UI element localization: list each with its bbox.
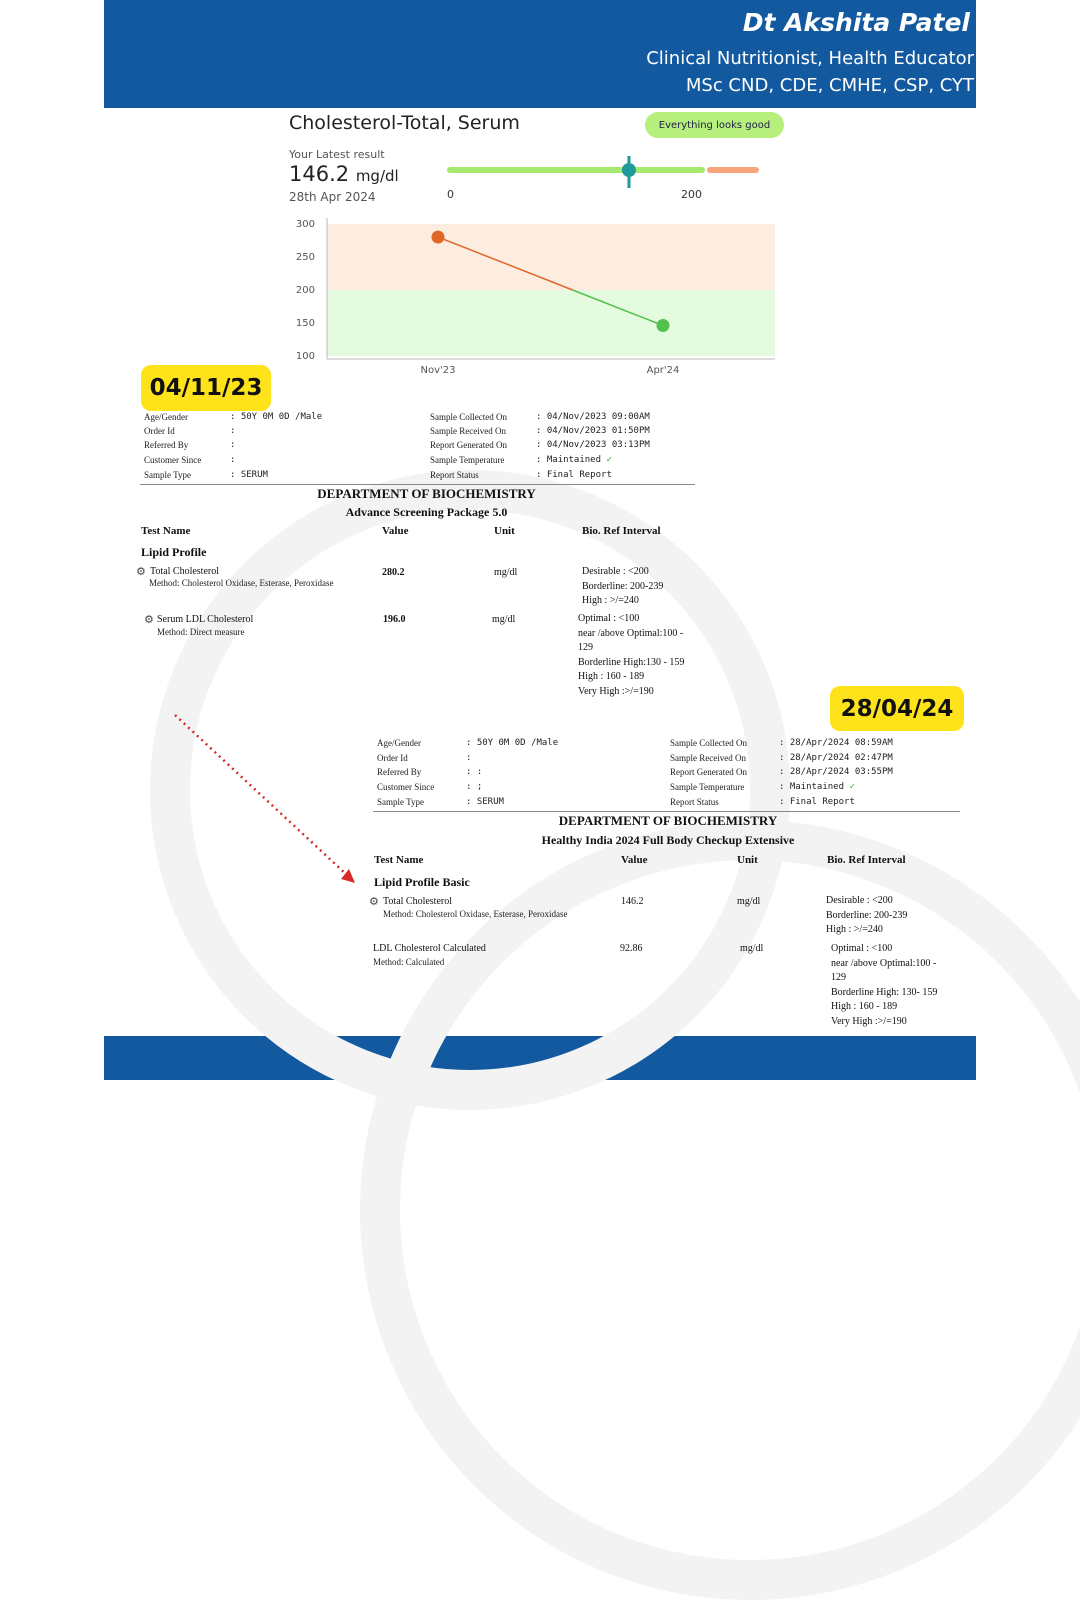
normal-zone: [327, 290, 775, 356]
check-icon: ✓: [849, 782, 855, 792]
label: Customer Since: [144, 455, 202, 465]
y-tick-labels: [296, 219, 315, 362]
report1-package: Advance Screening Package 5.0: [345, 505, 508, 519]
value: : 28/Apr/2024 03:55PM: [779, 767, 893, 777]
value: : 28/Apr/2024 08:59AM: [779, 738, 893, 748]
ref-line: Very High :>/=190: [578, 685, 654, 697]
divider: [373, 811, 960, 812]
value: : 04/Nov/2023 03:13PM: [536, 440, 650, 450]
data-point: [657, 319, 670, 332]
ref-line: near /above Optimal:100 -: [578, 627, 684, 639]
col-unit: Unit: [494, 525, 515, 537]
test-unit: mg/dl: [740, 943, 764, 954]
value: : SERUM: [230, 470, 268, 480]
ref-line: High : >/=240: [826, 924, 883, 935]
value: :: [466, 753, 472, 763]
x-tick-label: Apr'24: [646, 365, 680, 376]
test-value: 146.2: [621, 896, 644, 907]
ref-line: High : >/=240: [582, 595, 639, 606]
trend-chart: [283, 212, 783, 382]
gear-icon: ⚙: [144, 614, 154, 626]
data-point: [432, 231, 445, 244]
col-value: Value: [382, 525, 409, 537]
author-title: Clinical Nutritionist, Health Educator: [646, 48, 974, 69]
label: Sample Collected On: [670, 738, 747, 748]
test-unit: mg/dl: [494, 567, 518, 578]
label: Age/Gender: [144, 412, 188, 422]
status-badge: Everything looks good: [645, 112, 784, 138]
test-value: 196.0: [383, 614, 406, 625]
author-name: Dt Akshita Patel: [742, 8, 970, 37]
test-unit: mg/dl: [737, 896, 761, 907]
value: : 28/Apr/2024 02:47PM: [779, 753, 893, 763]
y-tick-label: 300: [295, 219, 315, 230]
value: : SERUM: [466, 797, 504, 807]
test-method: Method: Cholesterol Oxidase, Esterase, Peroxidase: [149, 578, 334, 588]
author-qualifications: MSc CND, CDE, CMHE, CSP, CYT: [685, 75, 974, 96]
ref-line: Desirable : <200: [826, 895, 893, 906]
dotted-arrow: [165, 705, 365, 890]
report2-date-tag: 28/04/24: [830, 686, 964, 731]
value: [779, 782, 855, 792]
value: :: [230, 426, 236, 436]
gear-icon: ⚙: [369, 896, 379, 908]
ref-line: Borderline: 200-239: [582, 580, 664, 592]
ref-line: Borderline High: 130- 159: [831, 986, 938, 998]
latest-value-unit: mg/dl: [355, 167, 399, 185]
y-tick-label: 250: [295, 252, 315, 263]
ref-line: Very High :>/=190: [831, 1015, 907, 1027]
col-value: Value: [621, 854, 648, 866]
report1-date-tag: 04/11/23: [141, 365, 271, 411]
test-name: Serum LDL Cholesterol: [157, 614, 254, 625]
y-tick-label: 100: [295, 351, 315, 362]
report2-department: DEPARTMENT OF BIOCHEMISTRY: [558, 813, 778, 828]
value: : 04/Nov/2023 01:50PM: [536, 426, 650, 436]
label: Sample Temperature: [430, 455, 505, 465]
check-icon: ✓: [606, 455, 612, 465]
high-zone: [327, 224, 775, 290]
label: Sample Collected On: [430, 412, 507, 422]
col-ref-interval: Bio. Ref Interval: [827, 854, 906, 866]
test-method: Method: Cholesterol Oxidase, Esterase, Peroxidase: [383, 909, 568, 919]
ref-line: 129: [831, 972, 846, 983]
report2-package: Healthy India 2024 Full Body Checkup Extensive: [541, 833, 795, 847]
y-tick-label: 200: [295, 285, 315, 296]
label: Sample Type: [377, 797, 424, 807]
value: : :: [466, 767, 483, 777]
value: :: [230, 440, 236, 450]
test-method: Method: Direct measure: [157, 627, 245, 637]
test-name: Total Cholesterol: [150, 566, 220, 577]
latest-date: 28th Apr 2024: [289, 190, 376, 204]
ref-line: 129: [578, 642, 593, 653]
value: : 50Y 0M 0D /Male: [466, 738, 559, 748]
range-min-label: 0: [447, 188, 454, 201]
label: Report Generated On: [430, 440, 507, 450]
label: Report Status: [430, 470, 479, 480]
ref-interval: [831, 942, 937, 1029]
value: : 50Y 0M 0D /Male: [230, 412, 323, 422]
label: Order Id: [377, 753, 408, 763]
latest-value: [289, 162, 399, 186]
label: Sample Received On: [430, 426, 506, 436]
label: Report Generated On: [670, 767, 747, 777]
latest-value-number: 146.2: [289, 162, 350, 186]
label: Referred By: [377, 767, 422, 777]
value: [536, 455, 612, 465]
label: Age/Gender: [377, 738, 421, 748]
test-name: Total Cholesterol: [383, 896, 453, 907]
value: :: [230, 455, 236, 465]
value: : Final Report: [536, 470, 612, 480]
ref-line: Borderline: 200-239: [826, 909, 908, 921]
ref-line: Borderline High:130 - 159: [578, 656, 685, 668]
ref-line: High : 160 - 189: [831, 1001, 898, 1012]
label: Sample Temperature: [670, 782, 745, 792]
y-tick-label: 150: [295, 318, 315, 329]
col-unit: Unit: [737, 854, 758, 866]
ref-line: near /above Optimal:100 -: [831, 957, 937, 969]
ref-line: Optimal : <100: [578, 613, 640, 624]
label: Customer Since: [377, 782, 435, 792]
test-unit: mg/dl: [492, 614, 516, 625]
value: : 04/Nov/2023 09:00AM: [536, 412, 650, 422]
value: : ;: [466, 782, 483, 792]
report2-section: Lipid Profile Basic: [374, 875, 470, 889]
test-value: 280.2: [382, 567, 405, 578]
ref-line: Desirable : <200: [582, 566, 649, 577]
test-method: Method: Calculated: [373, 957, 445, 967]
temp-value: : Maintained: [536, 455, 602, 465]
latest-result-label: Your Latest result: [289, 148, 385, 161]
test-value: 92.86: [620, 943, 643, 954]
x-tick-labels: [421, 365, 680, 376]
range-bar: [440, 152, 770, 192]
ref-interval: [578, 612, 684, 699]
test-name: LDL Cholesterol Calculated: [373, 943, 486, 954]
report1-department: DEPARTMENT OF BIOCHEMISTRY: [317, 486, 536, 501]
col-ref-interval: Bio. Ref Interval: [582, 525, 661, 537]
col-test-name: Test Name: [374, 854, 424, 866]
range-marker: [622, 163, 636, 177]
gear-icon: ⚙: [136, 566, 146, 578]
x-tick-label: Nov'23: [420, 365, 456, 376]
label: Sample Type: [144, 470, 191, 480]
report1-section: Lipid Profile: [141, 545, 207, 559]
arrow-line: [175, 715, 347, 875]
card-title: Cholesterol-Total, Serum: [289, 112, 520, 134]
value: : Final Report: [779, 797, 855, 807]
col-test-name: Test Name: [141, 525, 191, 537]
label: Order Id: [144, 426, 175, 436]
label: Sample Received On: [670, 753, 746, 763]
ref-interval: [582, 565, 663, 609]
ref-interval: [826, 894, 907, 938]
ref-line: High : 160 - 189: [578, 671, 645, 682]
temp-value: : Maintained: [779, 782, 845, 792]
label: Referred By: [144, 440, 189, 450]
ref-line: Optimal : <100: [831, 943, 893, 954]
divider: [140, 484, 695, 485]
label: Report Status: [670, 797, 719, 807]
range-max-label: 200: [681, 188, 702, 201]
